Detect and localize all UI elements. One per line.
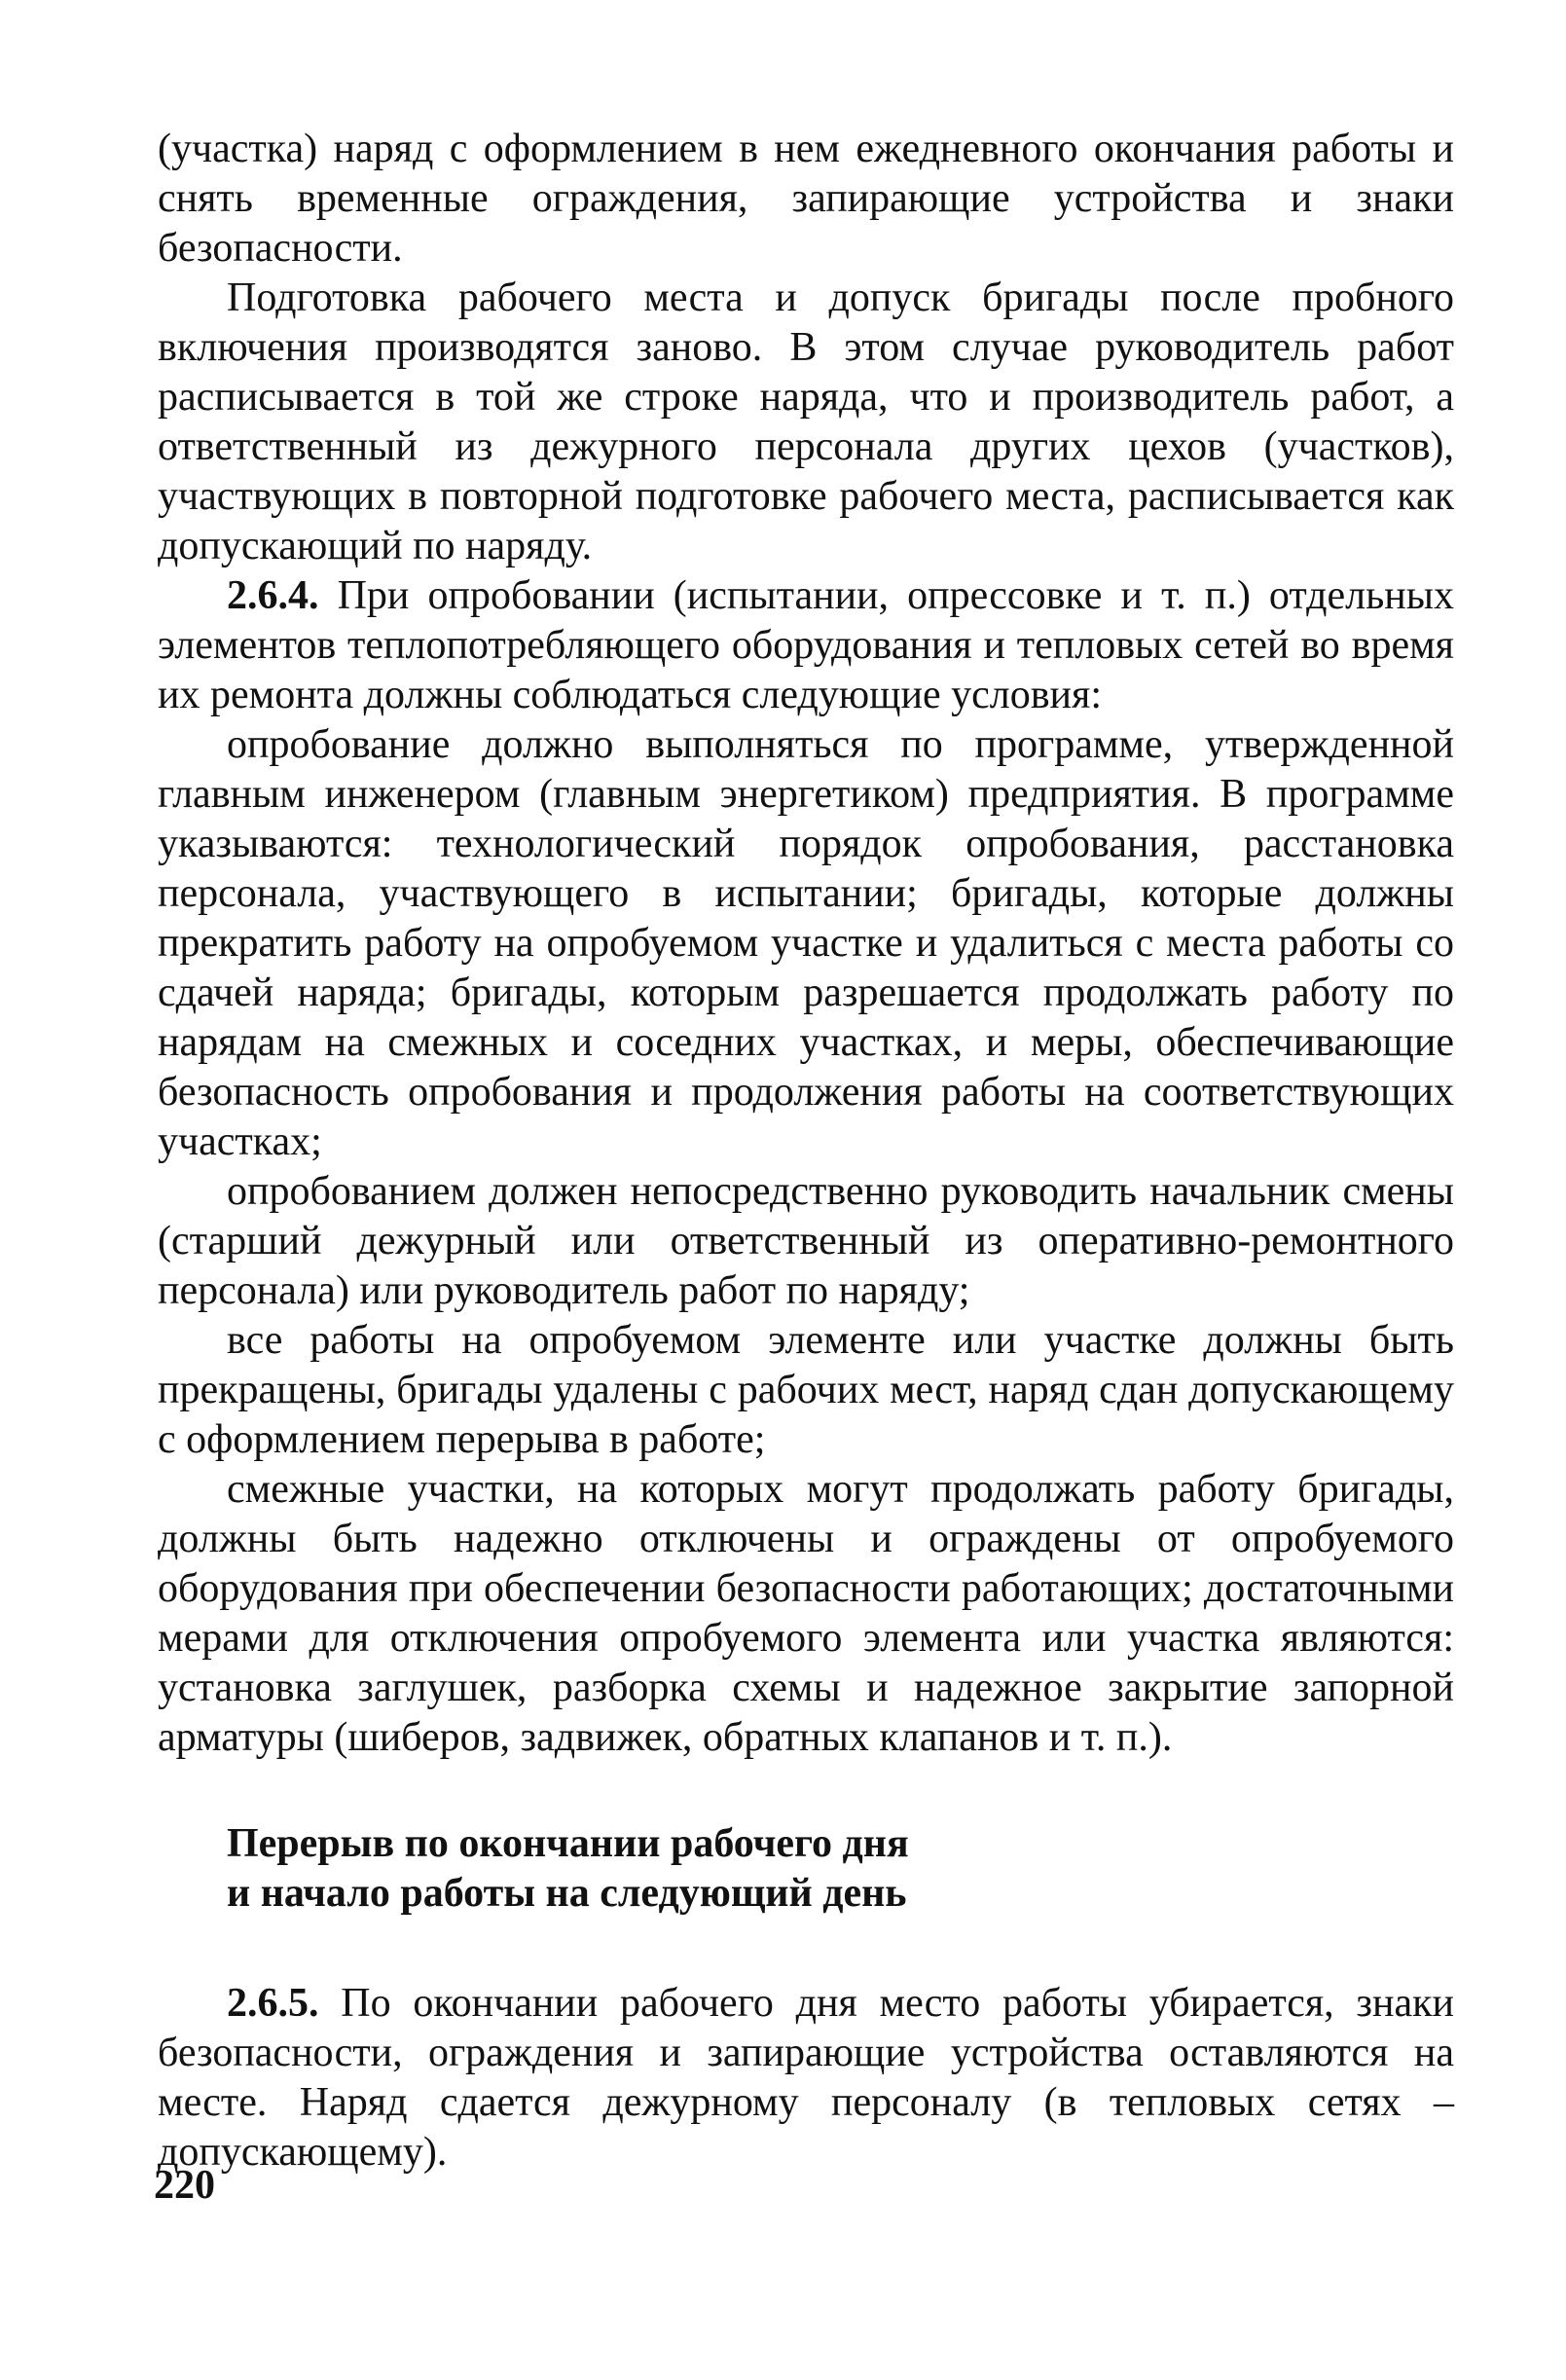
- clause-number: 2.6.4.: [227, 573, 319, 618]
- condition-item: опробованием должен непосредственно руководить начальник смены (старший дежурный или ответственный из оперативно-ремонтного персонала) или руководитель работ по наряду;: [158, 1169, 1454, 1313]
- condition-item: смежные участки, на которых могут продолжать работу бригады, должны быть надежно отключены и ограждены от опробуемого оборудования при обеспечении безопасности работающих; достаточными мерами для отключения опробуемого элемента или участка являются: установка заглушек, разборка схемы и надежное закрытие запорной арматуры (шиберов, задвижек, обратных клапанов и т. п.).: [158, 1467, 1454, 1760]
- clause-text: При опробовании (испытании, опрессовке и т. п.) отдельных элементов теплопотребляющего оборудования и тепловых сетей во время их ремонта должны соблюдаться следующие условия:: [158, 573, 1454, 717]
- page-body: [158, 125, 1454, 2178]
- section-heading-line2: и начало работы на следующий день: [227, 1871, 907, 1916]
- section-heading-line1: Перерыв по окончании рабочего дня: [227, 1821, 909, 1866]
- condition-item: все работы на опробуемом элементе или участке должны быть прекращены, бригады удалены с рабочих мест, наряд сдан допускающему с оформлением перерыва в работе;: [158, 1318, 1454, 1462]
- condition-item: опробование должно выполняться по программе, утвержденной главным инженером (главным энергетиком) предприятия. В программе указываются: технологический порядок опробования, расстановка персонала, участвующего в испытании; бригады, которые должны прекратить работу на опробуемом участке и удалиться с места работы со сдачей наряда; бригады, которым разрешается продолжать работу по нарядам на смежных и соседних участках, и меры, обеспечивающие безопасность опробования и продолжения работы на соответствующих участках;: [158, 722, 1454, 1164]
- clause-text: По окончании рабочего дня место работы убирается, знаки безопасности, ограждения и запирающие устройства оставляются на месте. Наряд сдается дежурному персоналу (в тепловых сетях – допускающему).: [158, 1981, 1454, 2175]
- page-number: 220: [154, 2163, 215, 2208]
- clause-2-6-5: [158, 1979, 1454, 2178]
- clause-number: 2.6.5.: [227, 1981, 319, 2026]
- paragraph-trial-switch-on: Подготовка рабочего места и допуск бригады после пробного включения производятся заново. В этом случае руководитель работ расписывается в той же строке наряда, что и производитель работ, а ответственный из дежурного персонала других цехов (участков), участвующих в повторной подготовке рабочего места, расписывается как допускающий по наряду.: [158, 275, 1454, 568]
- paragraph-continued: (участка) наряд с оформлением в нем ежедневного окончания работы и снять временные ограждения, запирающие устройства и знаки безопасности.: [158, 127, 1454, 271]
- clause-2-6-4: [158, 571, 1454, 720]
- section-heading: [158, 1819, 1454, 1919]
